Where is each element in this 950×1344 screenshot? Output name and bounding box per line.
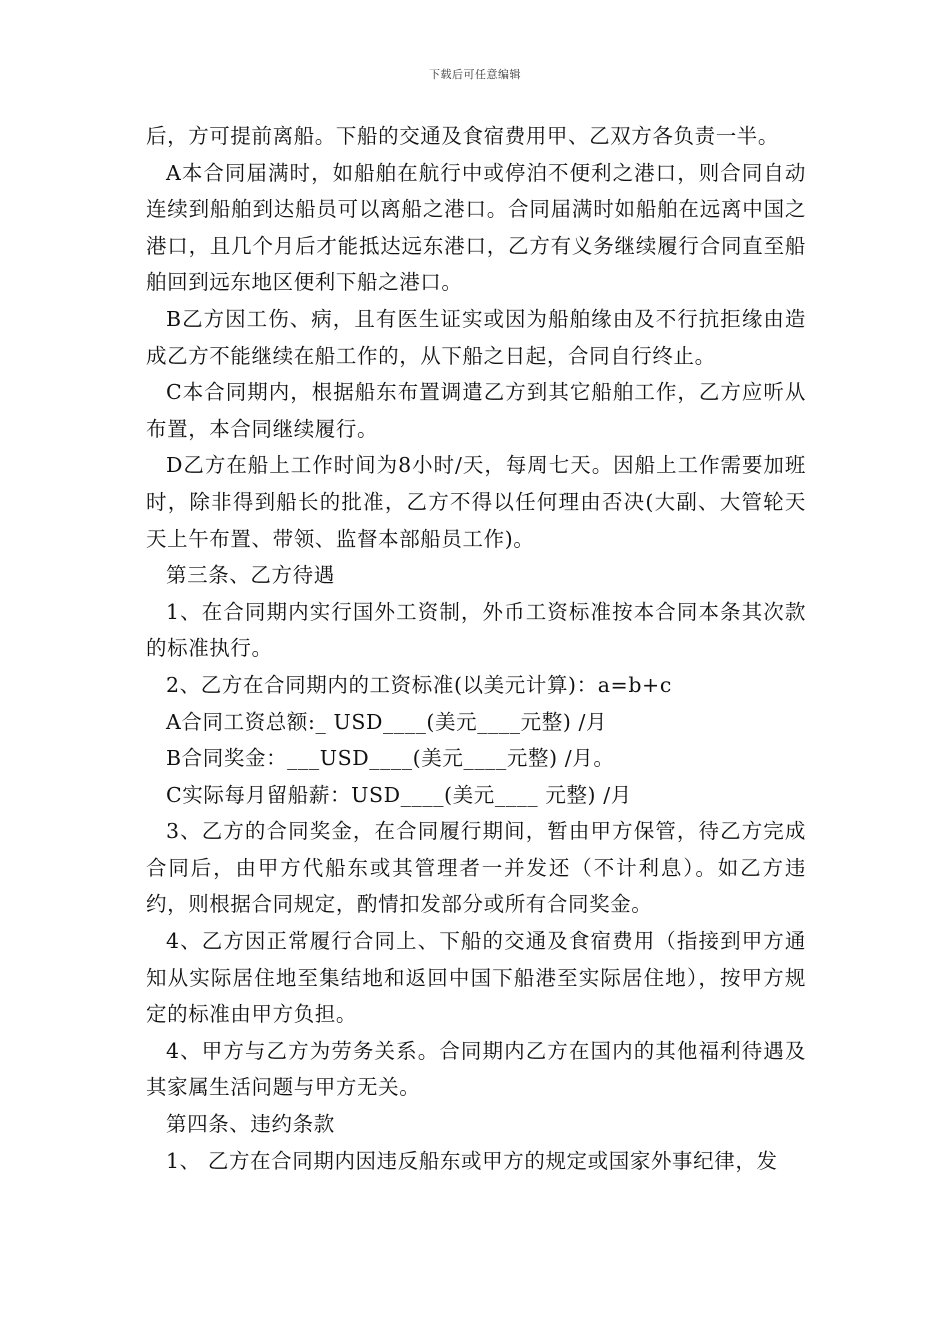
paragraph-breach-item-1: 1、 乙方在合同期内因违反船东或甲方的规定或国家外事纪律，发	[166, 1148, 778, 1173]
paragraph-clause-a: A本合同届满时，如船舶在航行中或停泊不便利之港口，则合同自动连续到船舶到达船员可以离船之港口。合同届满时如船舶在远离中国之港口，且几个月后才能抵达远东港口，乙方有义务继续履行合同直至船舶回到远东地区便利下船之港口。	[146, 160, 806, 295]
paragraph-clause-c: C本合同期内，根据船东布置调遣乙方到其它船舶工作，乙方应听从布置，本合同继续履行。	[146, 380, 806, 441]
document-body	[146, 118, 806, 1179]
paragraph-wage-a: A合同工资总额:_ USD____(美元____元整) /月	[166, 709, 608, 734]
paragraph-item-4-relation: 4、甲方与乙方为劳务关系。合同期内乙方在国内的其他福利待遇及其家属生活问题与甲方无关。	[146, 1038, 806, 1100]
page-header-note: 下载后可任意编辑	[429, 68, 521, 81]
paragraph-wage-b: B合同奖金：___USD____(美元____元整) /月。	[166, 746, 615, 771]
paragraph-clause-d: D乙方在船上工作时间为8小时/天，每周七天。因船上工作需要加班时，除非得到船长的批准，乙方不得以任何理由否决(大副、大管轮天天上午布置、带领、监督本部船员工作)。	[146, 453, 806, 551]
paragraph-item-4-travel: 4、乙方因正常履行合同上、下船的交通及食宿费用（指接到甲方通知从实际居住地至集结地和返回中国下船港至实际居住地），按甲方规定的标准由甲方负担。	[146, 929, 806, 1027]
section-heading-article-3: 第三条、乙方待遇	[166, 563, 335, 588]
paragraph-wage-c: C实际每月留船薪：USD____(美元____ 元整) /月	[166, 782, 632, 807]
paragraph-continuation: 后，方可提前离船。下船的交通及食宿费用甲、乙双方各负责一半。	[146, 124, 779, 148]
paragraph-item-1: 1、在合同期内实行国外工资制，外币工资标准按本合同本条其次款的标准执行。	[146, 599, 806, 661]
paragraph-item-2: 2、乙方在合同期内的工资标准(以美元计算)：a=b+c	[166, 672, 672, 697]
section-heading-article-4: 第四条、违约条款	[166, 1112, 335, 1137]
paragraph-item-3: 3、乙方的合同奖金，在合同履行期间，暂由甲方保管，待乙方完成合同后，由甲方代船东或其管理者一并发还（不计利息）。如乙方违约，则根据合同规定，酌情扣发部分或所有合同奖金。	[146, 819, 806, 917]
paragraph-clause-b: B乙方因工伤、病，且有医生证实或因为船舶缘由及不行抗拒缘由造成乙方不能继续在船工作的，从下船之日起，合同自行终止。	[146, 306, 806, 368]
